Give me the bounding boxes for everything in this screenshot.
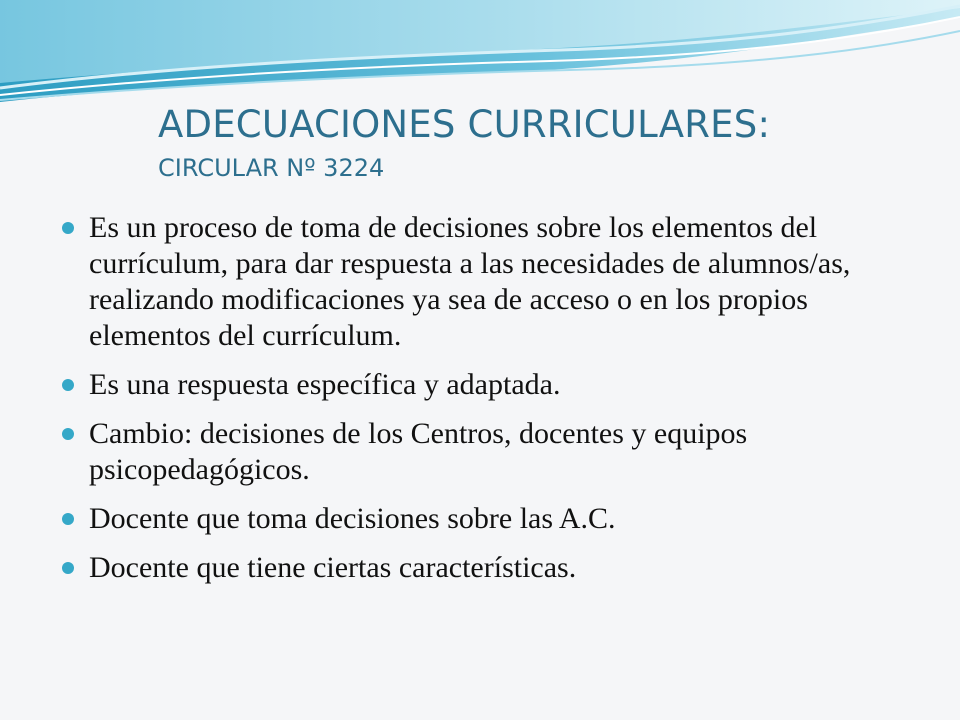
bullet-item xyxy=(62,501,922,537)
bullet-icon xyxy=(62,513,74,525)
bullet-text: Docente que toma decisiones sobre las A.C. xyxy=(89,502,616,535)
slide-title xyxy=(158,104,918,182)
title-main: ADECUACIONES CURRICULARES: xyxy=(158,103,771,146)
bullet-icon xyxy=(62,222,74,234)
bullet-list xyxy=(62,210,922,599)
decorative-wave-header xyxy=(0,0,960,120)
bullet-item xyxy=(62,210,922,354)
bullet-item xyxy=(62,416,922,488)
bullet-icon xyxy=(62,562,74,574)
bullet-text: Cambio: decisiones de los Centros, docentes y equipos psicopedagógicos. xyxy=(89,417,748,486)
bullet-item xyxy=(62,550,922,586)
bullet-icon xyxy=(62,428,74,440)
title-subtitle: CIRCULAR Nº 3224 xyxy=(158,153,385,182)
bullet-text: Es una respuesta específica y adaptada. xyxy=(89,368,561,401)
bullet-item xyxy=(62,367,922,403)
bullet-text: Es un proceso de toma de decisiones sobre los elementos del currículum, para dar respuesta a las necesidades de alumnos/as, realizando modificaciones ya sea de acceso o en los propios elementos del currículum. xyxy=(89,211,851,352)
bullet-text: Docente que tiene ciertas características. xyxy=(89,551,577,584)
bullet-icon xyxy=(62,379,74,391)
